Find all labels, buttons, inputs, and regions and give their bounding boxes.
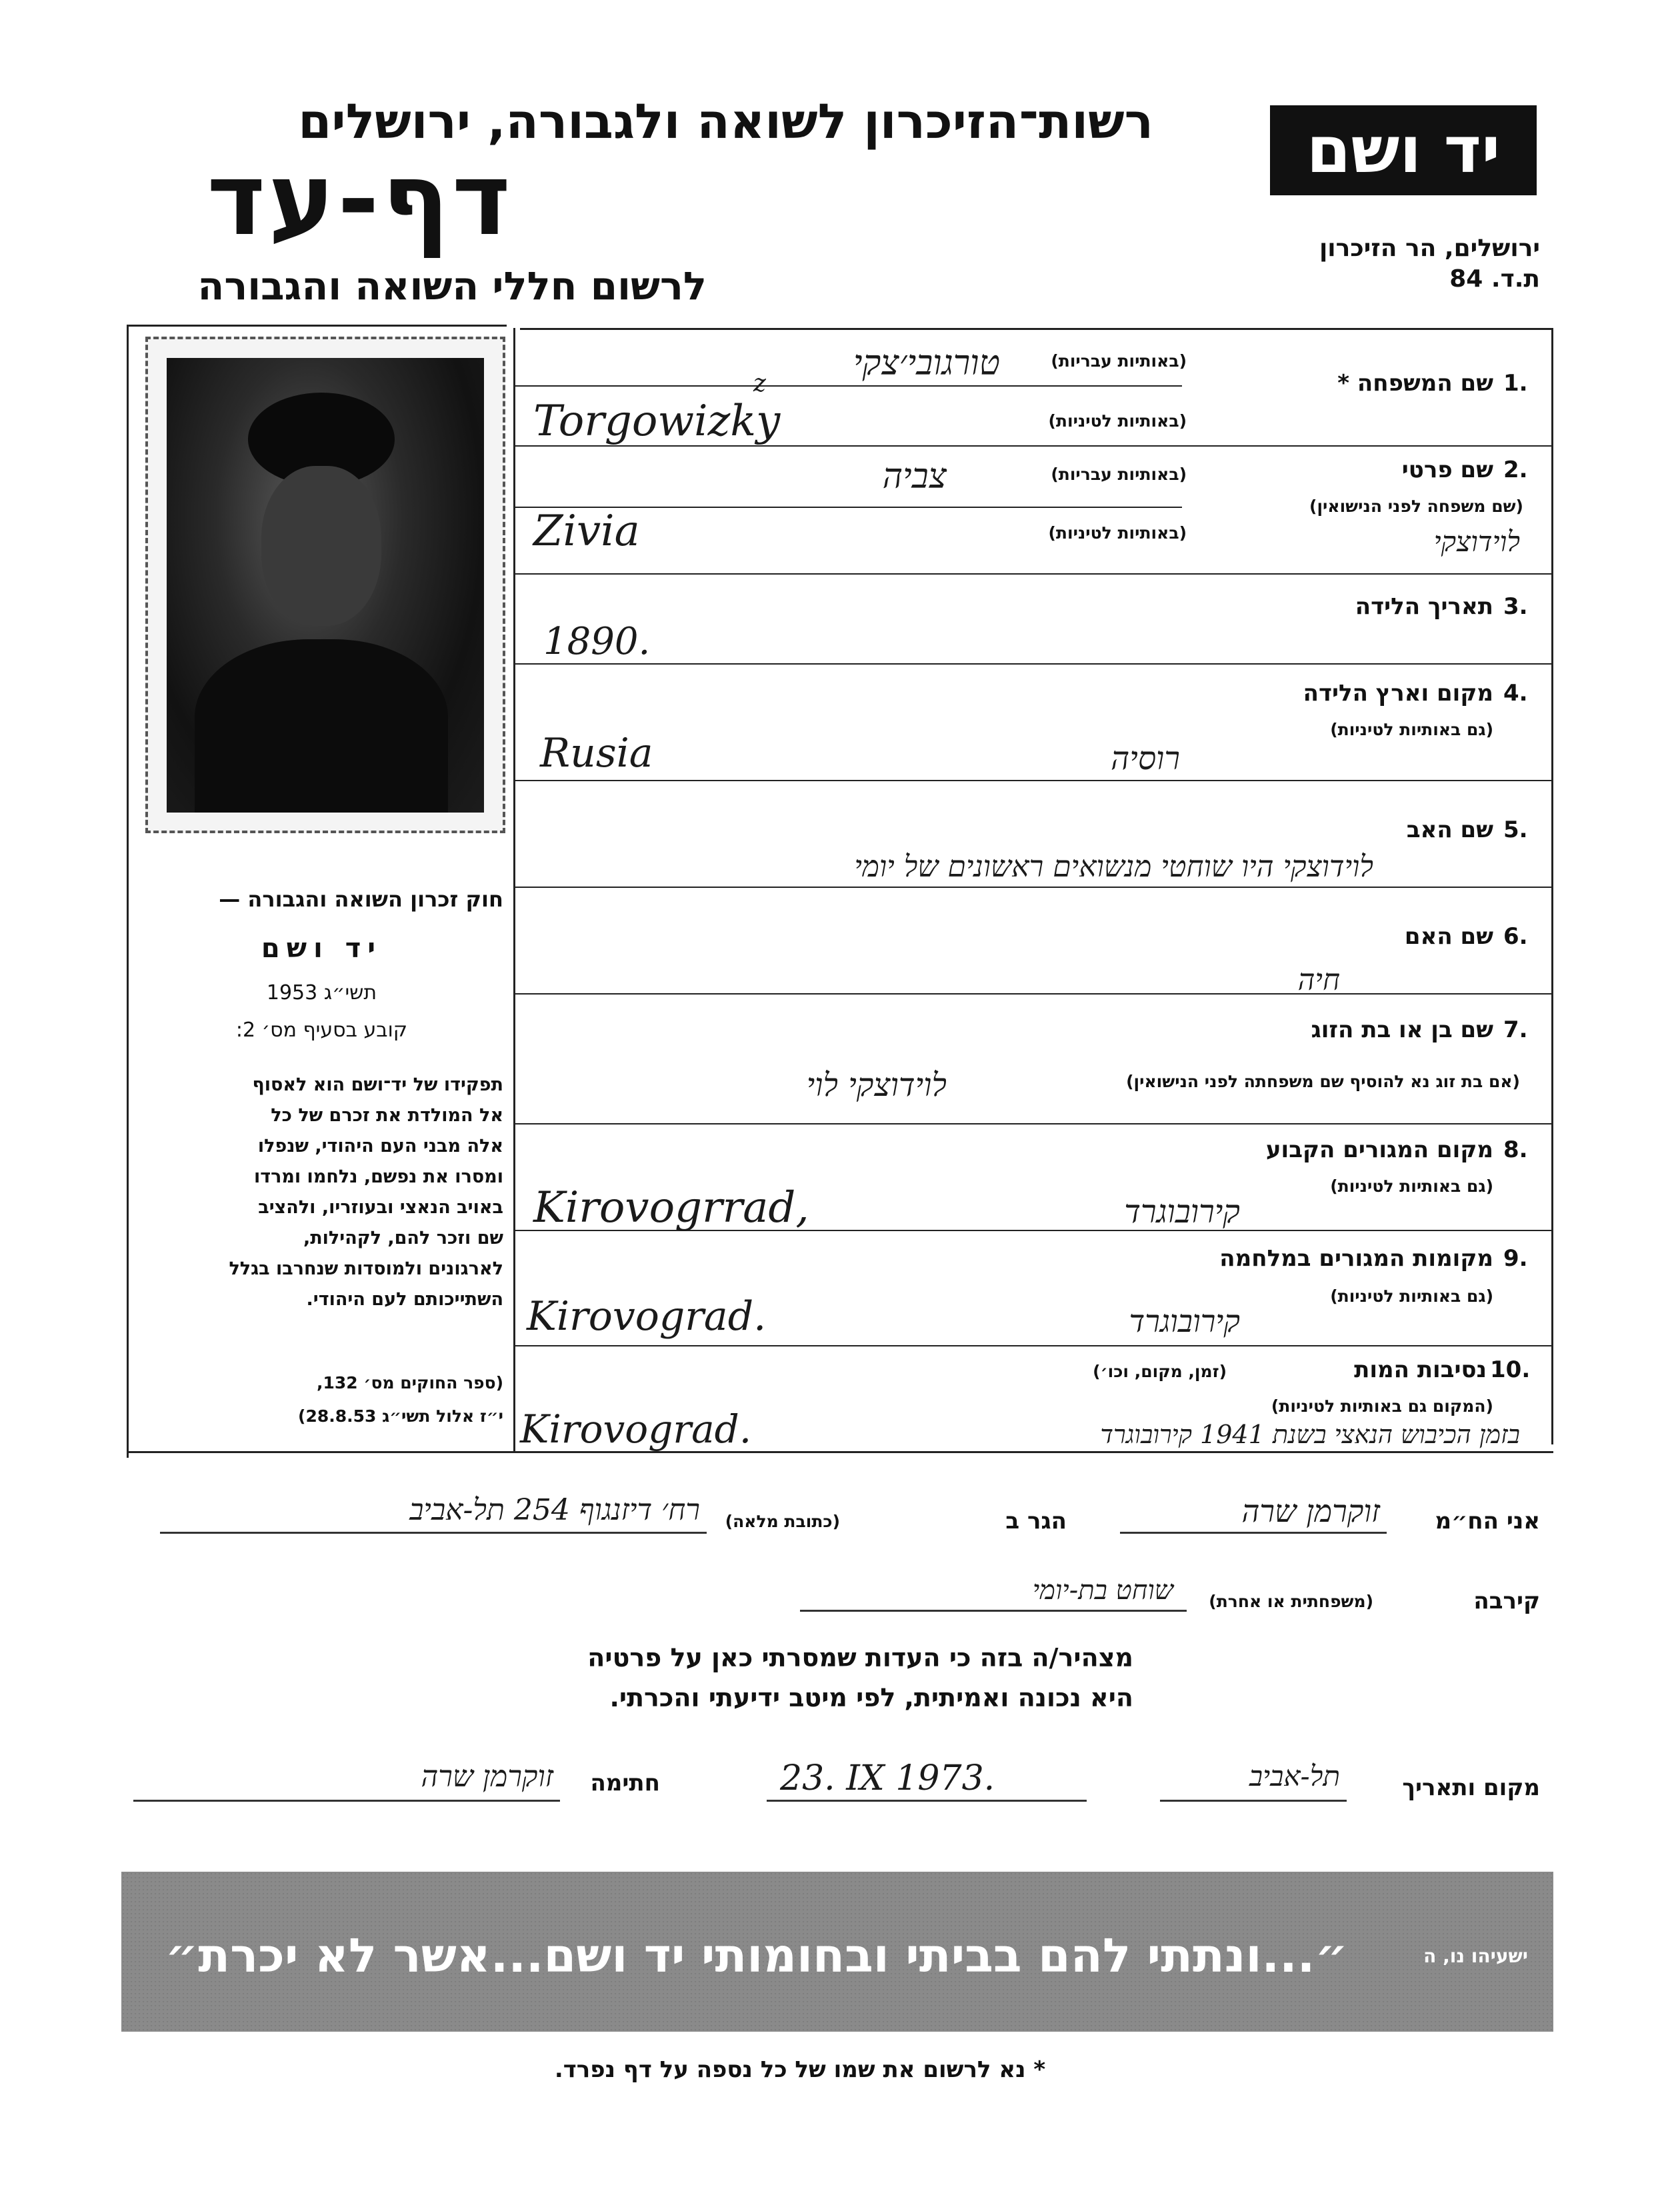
relation-label: קירבה [1473,1588,1540,1614]
signature-line [133,1800,560,1802]
frame-divider [513,328,515,1451]
field-2-latin-value[interactable]: Zivia [533,507,640,556]
banner-quote: ״...ונתתי להם בביתי ובחומותי יד ושם...אשר לא יכרת״ [165,1928,1348,1983]
frame-top-left [127,325,507,327]
law-line: השתייכותם לעם היהודי. [306,1289,503,1310]
frame-bottom [127,1451,1553,1453]
field-1-latin-correction: z [753,370,766,397]
field-4-hebrew-value[interactable]: רוסיה [1111,740,1180,777]
field-6-value[interactable]: חיה [1297,963,1340,997]
row1-inner [515,385,1182,387]
field-2-hint-hebrew: (באותיות עבריות) [1051,465,1187,484]
law-line: באויב הנאצי ובעוזריו, ולהציב [258,1197,503,1218]
field-10-latin-value[interactable]: Kirovograd. [520,1406,752,1452]
law-ref-2: י״ז אלול תשי״ג 28.8.53) [298,1406,503,1426]
law-line: שם וזכר להם, לקהילות, [303,1228,503,1248]
frame-left [127,325,129,1458]
declarant-address[interactable]: רח׳ דיזנגוף 254 תל-אביב [409,1493,700,1527]
field-4-latin-value[interactable]: Rusia [540,730,653,777]
row-sep-7 [515,1123,1551,1124]
field-2-maiden-hint: (שם משפחה לפני הנישואין) [1309,497,1523,516]
footnote: * נא לרשום את שמו של כל נספה על דף נפרד. [554,2056,1046,2083]
field-1-hint-latin: (באותיות לטיניות) [1048,411,1187,431]
field-7-number: 7. [1503,1017,1528,1043]
declarant-line [1120,1532,1387,1534]
field-5-label: שם האב [1406,817,1493,843]
field-1-hint-hebrew: (באותיות עבריות) [1051,351,1187,371]
statement-line-2: היא נכונה ואמיתית, לפי מיטב ידיעתי והכרתי. [609,1683,1133,1712]
row-sep-5 [515,887,1551,888]
address: ירושלים, הר הזיכרון [1319,235,1540,262]
field-7-value[interactable]: לוידוצקי לוי [806,1067,947,1104]
field-7-hint: (אם בת זוג נא להוסיף שם משפחתה לפני הנישואין) [1126,1072,1520,1091]
field-9-hint-latin: (גם באותיות לטיניות) [1330,1286,1493,1306]
field-1-number: 1. [1503,370,1528,397]
resides-label: הגר ב [1005,1508,1067,1534]
field-10-number: 10. [1490,1356,1531,1383]
field-6-number: 6. [1503,923,1528,950]
field-3-value[interactable]: 1890. [543,620,651,663]
frame-right [1551,328,1553,1444]
law-ref-1: (ספר החוקים מס׳ 132, [317,1373,503,1392]
place-line [1160,1800,1347,1802]
signature-value[interactable]: זוקרמן שרה [421,1760,553,1794]
field-3-number: 3. [1503,593,1528,620]
relation-line [800,1610,1187,1612]
field-2-maiden-value[interactable]: לוידוצקי [1433,525,1520,558]
law-line: תפקידו של יד־ושם הוא לאסוף [252,1075,503,1095]
authority-title: רשות־הזיכרון לשואה ולגבורה, ירושלים [298,93,1153,149]
field-7-label: שם בן או בת הזוג [1311,1017,1493,1043]
field-4-hint-latin: (גם באותיות לטיניות) [1330,720,1493,739]
place-date-label: מקום ותאריך [1402,1774,1540,1801]
field-8-latin-value[interactable]: Kirovogrrad, [533,1183,809,1232]
law-name: יד ושם [261,933,383,964]
row-sep-9 [515,1345,1551,1346]
law-title: חוק זכרון השואה והגבורה — [219,887,503,912]
field-2-number: 2. [1503,457,1528,483]
law-text [140,1070,503,1315]
row-sep-6 [515,993,1551,995]
place-value[interactable]: תל-אביב [1249,1760,1340,1792]
field-5-number: 5. [1503,817,1528,843]
banner-source: ישעיהו נו, ה [1423,1945,1528,1967]
quote-banner [121,1872,1553,2032]
row-sep-3 [515,663,1551,665]
field-1-label: שם המשפחה * [1337,370,1493,397]
law-line: אל המולדת את זכרם של כל [271,1105,503,1126]
field-4-number: 4. [1503,680,1528,707]
row-sep-4 [515,780,1551,781]
form-title: דף-עד [207,142,513,258]
yad-vashem-logo [1270,105,1537,195]
row-sep-2 [515,573,1551,575]
law-year: תשי״ג 1953 [266,981,377,1005]
law-line: לארגונים ולמוסדות שנחרבו בגלל [229,1258,503,1279]
field-2-label: שם פרטי [1401,457,1493,483]
logo-text: יד ושם [1306,113,1501,187]
date-line [767,1800,1087,1802]
law-line: אלה מבני העם היהודי, שנפלו [257,1136,503,1156]
relation-hint: (משפחתית או אחרת) [1209,1592,1373,1611]
field-2-hint-latin: (באותיות לטיניות) [1048,523,1187,543]
field-10-label: נסיבות המות [1354,1356,1487,1383]
field-1-latin-value[interactable]: Torgowizky [533,397,781,446]
form-subtitle: לרשום חללי השואה והגבורה [197,263,707,309]
address-line [160,1532,707,1534]
field-9-label: מקומות המגורים במלחמה [1219,1245,1493,1272]
victim-photo [145,337,505,833]
address-hint: (כתובת מלאה) [725,1512,840,1531]
field-8-hint-latin: (גם באותיות לטיניות) [1330,1176,1493,1196]
law-clause: קובע בסעיף מס׳ 2: [235,1019,408,1042]
declarant-name[interactable]: זוקרמן שרה [1241,1493,1380,1529]
law-line: ומסרו את נפשם, נלחמו ומרדו [253,1166,503,1187]
frame-top-right [520,328,1553,330]
field-8-hebrew-value[interactable]: קירובוגרד [1124,1193,1240,1230]
relation-value[interactable]: שוחט בת-יומי [1032,1575,1173,1606]
field-2-hebrew-value[interactable]: צביה [882,457,947,497]
field-10-hint-2: (המקום גם באותיות לטיניות) [1271,1396,1493,1416]
po-box: ת.ד. 84 [1449,265,1540,293]
field-8-label: מקום המגורים הקבוע [1265,1136,1493,1163]
statement-line-1: מצהיר/ה בזה כי העדות שמסרתי כאן על פרטיה [587,1643,1133,1672]
field-4-label: מקום וארץ הלידה [1303,680,1493,707]
field-9-latin-value[interactable]: Kirovograd. [527,1293,767,1340]
field-9-number: 9. [1503,1245,1528,1272]
declarant-label: אני הח״מ [1435,1508,1540,1534]
field-1-hebrew-value[interactable]: טורגובי׳צקי [853,343,1000,383]
field-6-label: שם האם [1404,923,1493,950]
field-8-number: 8. [1503,1136,1528,1163]
signature-label: חתימה [590,1770,660,1796]
field-10-hint-1: (זמן, מקום, וכו׳) [1093,1362,1227,1381]
date-value[interactable]: 23. IX 1973. [780,1758,995,1798]
field-9-hebrew-value[interactable]: קירובוגרד [1129,1303,1240,1339]
field-10-hebrew-value[interactable]: בזמן הכיבוש הנאצי בשנת 1941 קירובוגרד [1100,1420,1520,1449]
field-3-label: תאריך הלידה [1355,593,1493,620]
field-5-value[interactable]: לוידוצקי היו שוחטי מנשואים ראשונים של יומי [854,850,1373,884]
